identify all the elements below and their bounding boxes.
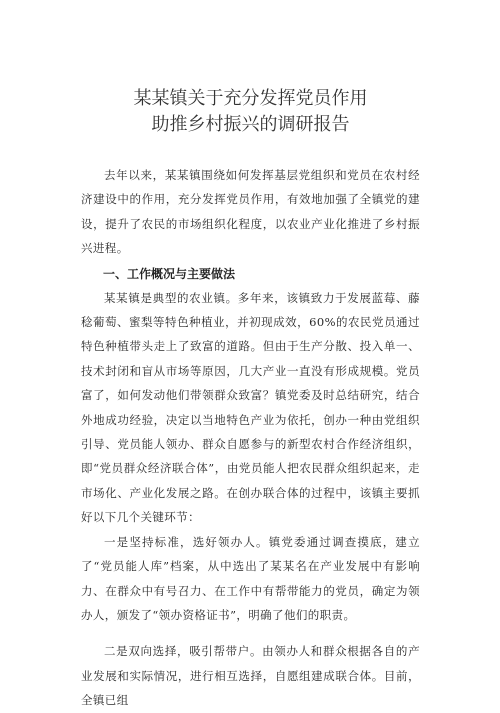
- title-line-1: 某某镇关于充分发挥党员作用: [133, 88, 368, 109]
- point-one-paragraph: 一是坚持标准，选好领办人。镇党委通过调查摸底，建立了“党员能人库”档案，从中选出了某某名在产业发展中有影响力、在群众中有号召力、在工作中有帮带能力的党员，确定为领办人，颁发了“领办资格证书”，明确了他们的职责。: [81, 534, 420, 622]
- title-line-2: 助推乡村振兴的调研报告: [151, 114, 350, 135]
- section-heading: 一、工作概况与主要做法: [103, 266, 236, 281]
- document-title: [81, 0, 420, 138]
- overview-paragraph: 某某镇是典型的农业镇。多年来，该镇致力于发展蓝莓、藤稔葡萄、蜜梨等特色种植业，并初现成效，60%的农民党员通过特色种植带头走上了致富的道路。但由于生产分散、投入单一、技术封闭和盲从市场等原因，几大产业一直没有形成规模。党员富了，如何发动他们带领群众致富？镇党委及时总结研究，结合外地成功经验，决定以当地特色产业为依托，创办一种由党组织引导、党员能人领办、群众自愿参与的新型农村合作经济组织，即“党员群众经济联合体”，由党员能人把农民群众组织起来，走市场化、产业化发展之路。在创办联合体的过程中，该镇主要抓好以下几个关键环节：: [81, 290, 420, 525]
- point-two-paragraph: 二是双向选择，吸引帮带户。由领办人和群众根据各自的产业发展和实际情况，进行相互选择，自愿组建成联合体。目前，全镇已组: [81, 644, 420, 708]
- intro-paragraph: 去年以来，某某镇围绕如何发挥基层党组织和党员在农村经济建设中的作用，充分发挥党员作用，有效地加强了全镇党的建设，提升了农民的市场组织化程度，以农业产业化推进了乡村振兴进程。: [81, 168, 420, 256]
